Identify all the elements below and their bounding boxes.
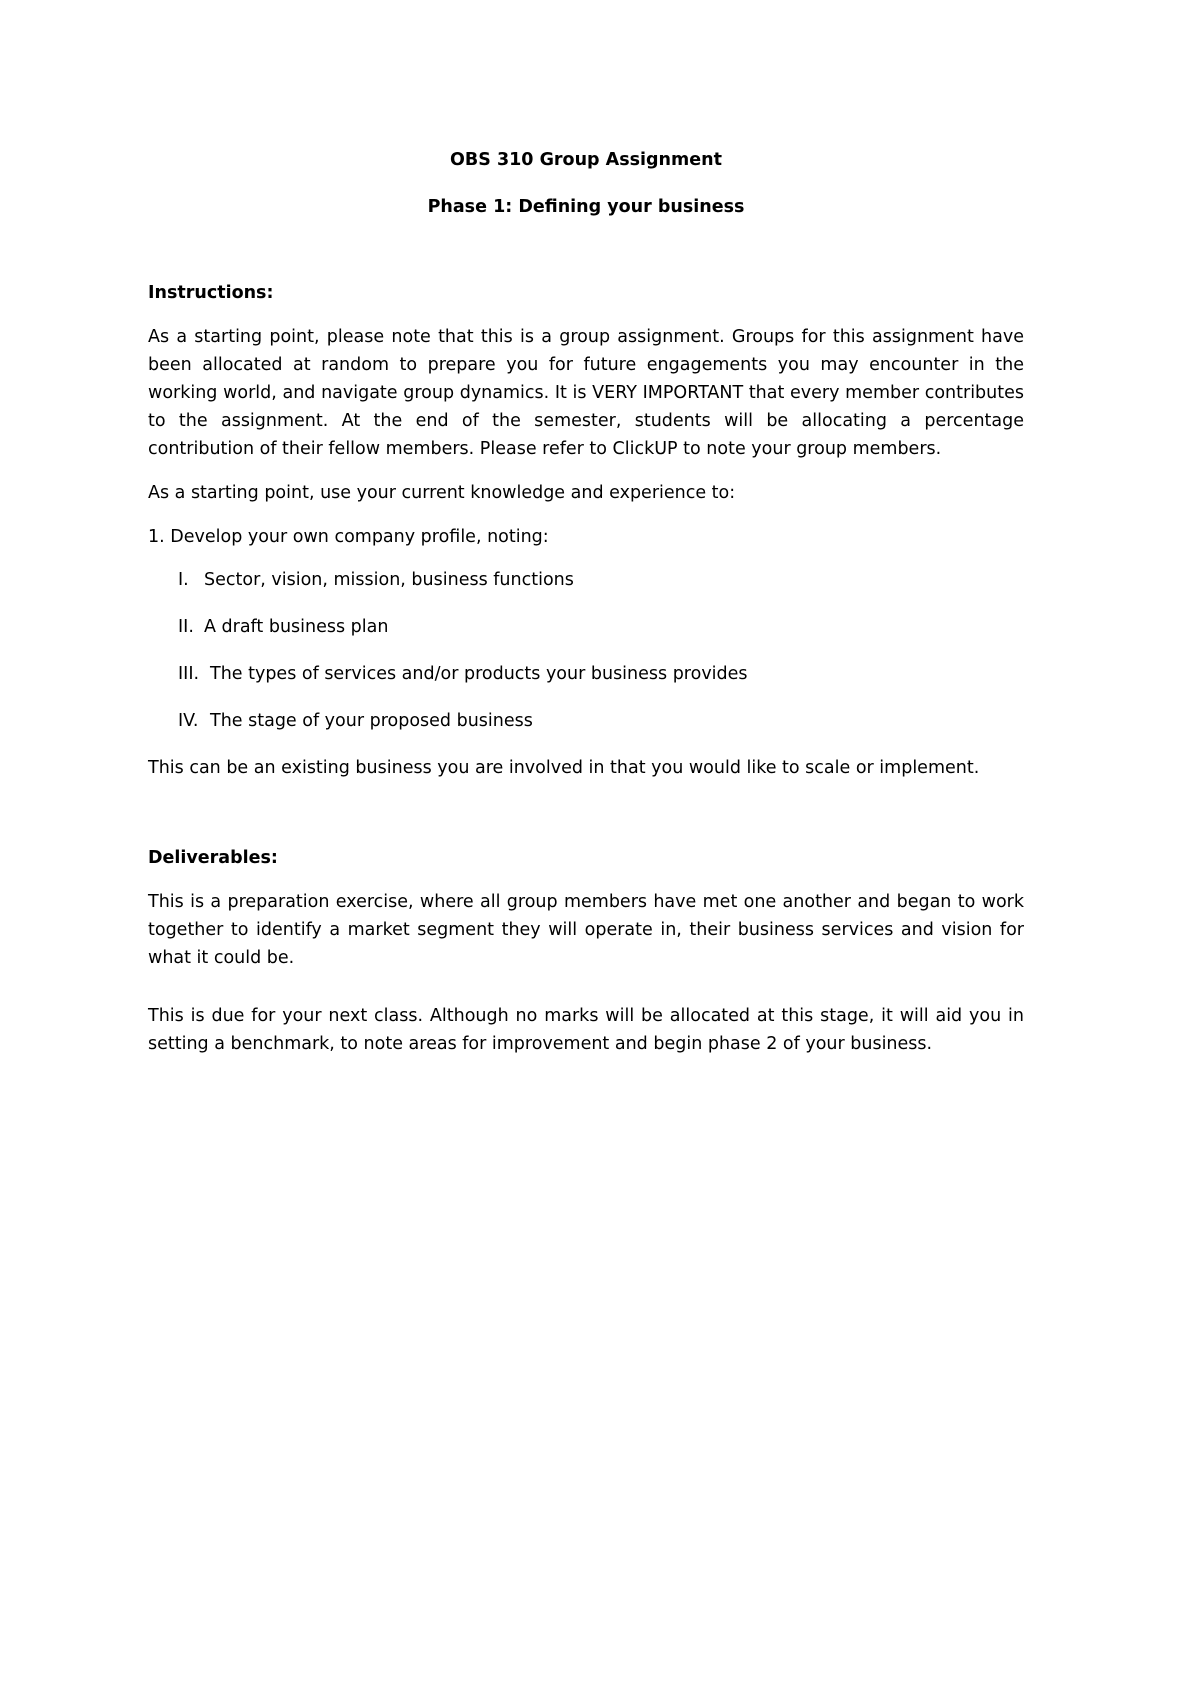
section-spacer: [148, 798, 1024, 844]
document-body: [148, 146, 1024, 1074]
list-item-text: A draft business plan: [204, 617, 389, 637]
list-item: [148, 613, 1024, 641]
list-item-number: IV.: [178, 711, 199, 731]
instructions-heading: Instructions:: [148, 283, 274, 303]
document-subtitle: Phase 1: Defining your business: [427, 197, 745, 217]
list-item-text: The types of services and/or products your business provides: [210, 664, 748, 684]
deliverables-heading: Deliverables:: [148, 848, 278, 868]
paragraph-spacer: [148, 988, 1024, 1002]
list-item-number: III.: [178, 664, 200, 684]
document-title: OBS 310 Group Assignment: [450, 150, 722, 170]
instructions-paragraph: As a starting point, please note that this is a group assignment. Groups for this assignment have been allocated at random to prepare you for future engagements you may encounter in the working world, and navigate group dynamics. It is VERY IMPORTANT that every member contributes to the assignment. At the end of the semester, students will be allocating a percentage contribution of their fellow members. Please refer to ClickUP to note your group members.: [148, 327, 1024, 459]
instructions-closing: This can be an existing business you are involved in that you would like to scale or implement.: [148, 758, 980, 778]
list-item: [148, 707, 1024, 735]
list-item: [148, 660, 1024, 688]
instructions-lead-in: As a starting point, use your current knowledge and experience to:: [148, 483, 736, 503]
deliverables-paragraph: This is a preparation exercise, where all group members have met one another and began to work together to identify a market segment they will operate in, their business services and vision for what it could be.: [148, 892, 1024, 968]
list-item-text: Sector, vision, mission, business functions: [204, 570, 574, 590]
numbered-item-1: 1. Develop your own company profile, noting:: [148, 527, 549, 547]
list-item: [148, 566, 1024, 594]
deliverables-due-paragraph: This is due for your next class. Although no marks will be allocated at this stage, it will aid you in setting a benchmark, to note areas for improvement and begin phase 2 of your business.: [148, 1006, 1024, 1054]
roman-sub-list: [148, 566, 1024, 735]
list-item-number: I.: [178, 570, 189, 590]
list-item-text: The stage of your proposed business: [210, 711, 533, 731]
list-item-number: II.: [178, 617, 194, 637]
